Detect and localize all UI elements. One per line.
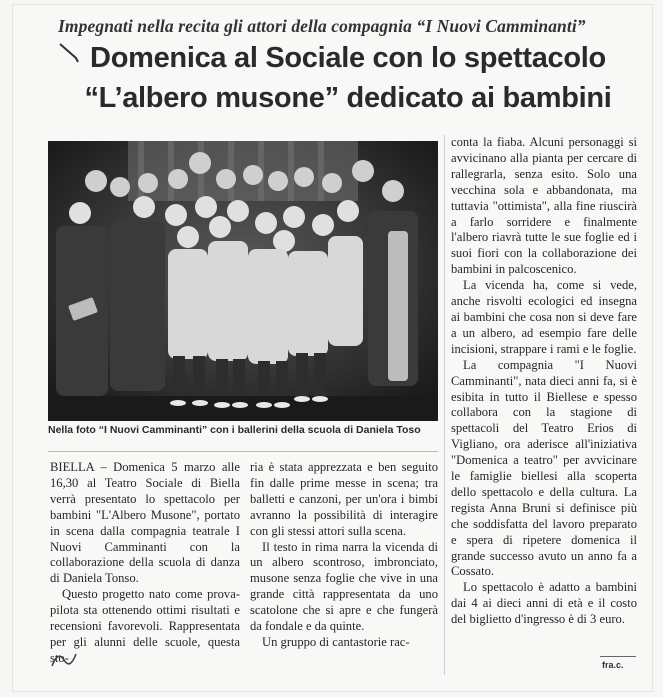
author-signature: fra.c. [602, 660, 624, 670]
article-column-2 [250, 460, 438, 651]
article-kicker: Impegnati nella recita gli attori della compagnia “I Nuovi Camminanti” [58, 16, 586, 36]
paragraph: Lo spettacolo è adatto a bambini dai 4 ai dieci anni di età e il costo del biglietto d'ingresso è di 3 euro. [451, 580, 637, 627]
paragraph: Questo progetto nato come prova-pilota sta ottenendo ottimi risultati e recensioni favorevoli. Rappresentata per gli alunni delle scuole, questa sto- [50, 587, 240, 665]
column-divider [444, 135, 445, 675]
paragraph: La compagnia "I Nuovi Camminanti", nata dieci anni fa, si è esibita in tutto il Biellese e spesso collabora con la stagione di spettacoli del Teatro Erios di Vigliano, ora aderisce all'iniziativa "Domenica a teatro" per avvicinare le famiglie biellesi alla scoperta dello spettacolo e della cultura. La regista Anna Bruni si definisce più che soddisfatta del lavoro preparato e spera di ripetere domenica il grande successo avuto un anno fa a Cossato. [451, 357, 637, 579]
paragraph: BIELLA – Domenica 5 marzo alle 16,30 al Teatro Sociale di Biella verrà presentato lo spettacolo per bambini "L'Albero Musone", portato in scena dalla compagnia teatrale I Nuovi Camminanti con la collaborazione della scuola di danza di Daniela Tonso. [50, 460, 240, 586]
group-photo [48, 141, 438, 421]
article-headline [58, 38, 638, 118]
paragraph: Un gruppo di cantastorie rac- [262, 634, 410, 649]
paragraph: ria è stata apprezzata e ben seguito fin dalle prime messe in scena; tra balletti e canzoni, per un'ora i bimbi avranno la possibilità di interagire con gli stessi attori sulla scena. [250, 460, 438, 538]
paragraph: La vicenda ha, come si vede, anche risvolti ecologici ed insegna ai bambini che cosa non si deve fare a un albero, ad esempio fare delle incisioni, strappare i rami e le foglie. [451, 278, 637, 356]
signature-rule [600, 656, 636, 657]
article-column-3 [451, 135, 637, 628]
paragraph: Il testo in rima narra la vicenda di un albero scontroso, imbronciato, musone senza foglie che vive in una grande città rappresentata da uno scatolone che si apre e che fungerà da fondale e da quinte. [250, 539, 438, 634]
headline-line-1: Domenica al Sociale con lo spettacolo [90, 42, 606, 74]
paragraph: conta la fiaba. Alcuni personaggi si avvicinano alla pianta per cercare di rallegrarla, senza esito. Solo una vecchina sola e abbandonata, ma tuttavia "ottimista", alla fine riuscirà a farlo sorridere e finalmente l'albero riavrà tutte le sue foglie ed i suoi fiori con la collaborazione dei bambini in palcoscenico. [451, 135, 637, 277]
headline-line-2: “L’albero musone” dedicato ai bambini [84, 82, 612, 114]
photo-caption: Nella foto “I Nuovi Camminanti” con i ballerini della scuola di Daniela Toso [48, 424, 421, 436]
article-column-1 [50, 460, 240, 667]
caption-divider [48, 451, 438, 452]
pen-scribble-icon [48, 646, 78, 670]
group-photo-illustration [48, 141, 438, 421]
